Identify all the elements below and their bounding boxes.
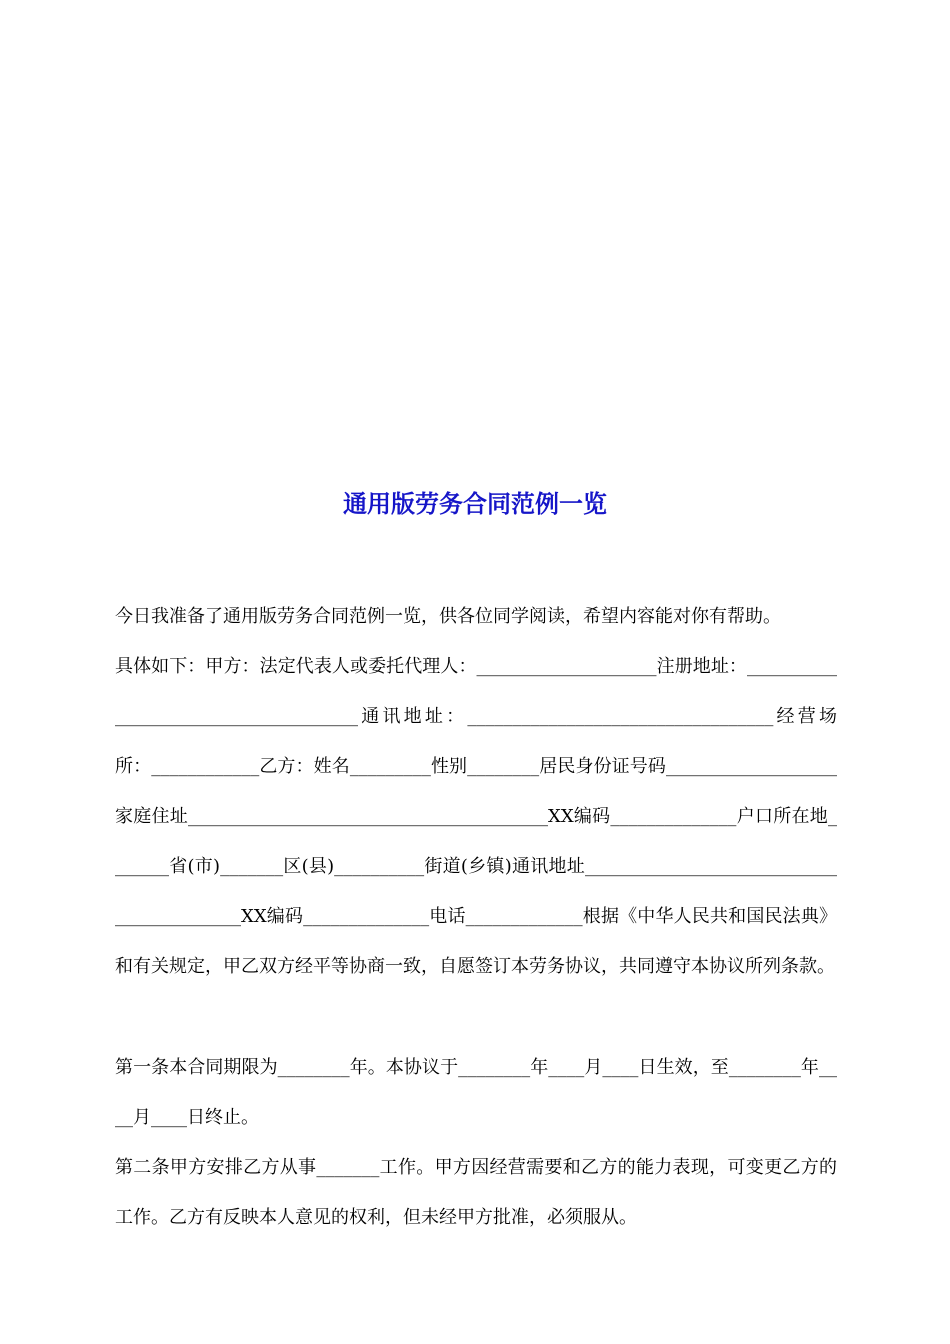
document-title: 通用版劳务合同范例一览: [343, 489, 607, 518]
article-1-paragraph: 第一条本合同期限为________年。本协议于________年____月____日生效，至________年____月____日终止。: [115, 1057, 837, 1128]
intro-paragraph: 今日我准备了通用版劳务合同范例一览，供各位同学阅读，希望内容能对你有帮助。: [115, 606, 781, 627]
article-2-paragraph: 第二条甲方安排乙方从事_______工作。甲方因经营需要和乙方的能力表现，可变更乙方的工作。乙方有反映本人意见的权利，但未经甲方批准，必须服从。: [115, 1157, 837, 1228]
parties-paragraph: 具体如下：甲方：法定代表人或委托代理人：____________________注册地址：_____________________________________通讯地址：__________________________________经营场所：____________乙方：姓名_________性别________居民身份证号码___________________家庭住址________________________________________XX编码______________户口所在地_______省(市)_______区(县)__________街道(乡镇)通讯地址__________________________________________XX编码______________电话_____________根据《中华人民共和国民法典》和有关规定，甲乙双方经平等协商一致，自愿签订本劳务协议，共同遵守本协议所列条款。: [115, 656, 837, 977]
